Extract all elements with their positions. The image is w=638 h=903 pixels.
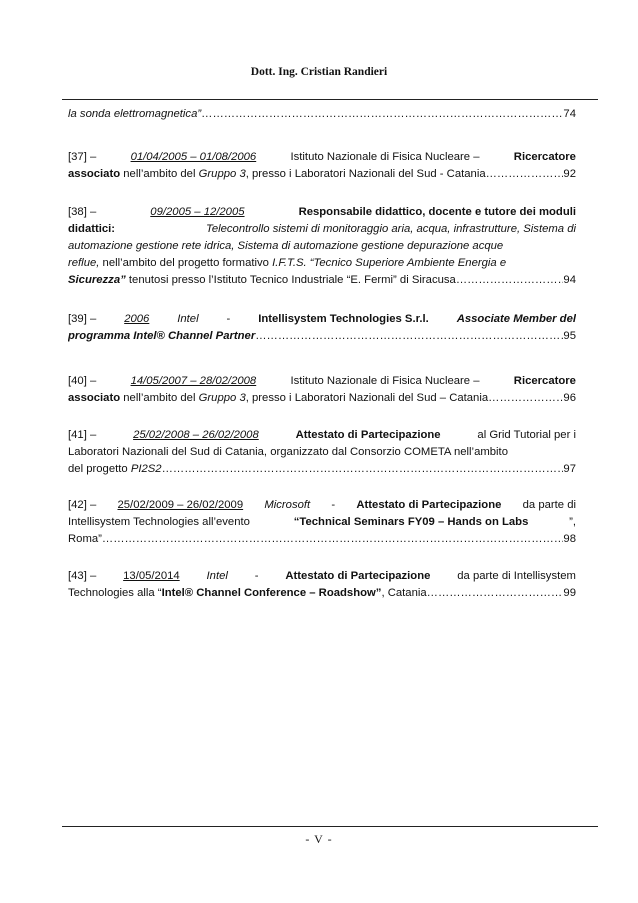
entry-separator: -: [226, 313, 231, 325]
entry-company: Intellisystem Technologies S.r.l.: [258, 313, 429, 325]
entry-role: associato: [68, 392, 121, 404]
entry-text: , presso i Laboratori Nazionali del Sud - Catania: [245, 168, 486, 180]
page-number: - V -: [305, 832, 333, 846]
page-ref: 92: [563, 168, 576, 180]
entry-institution: Istituto Nazionale di Fisica Nucleare –: [290, 151, 480, 163]
entry-dates: 14/05/2007 – 28/02/2008: [130, 375, 257, 387]
entry-text: Laboratori Nazionali del Sud di Catania, organizzato dal Consorzio COMETA nell’ambito: [68, 446, 508, 458]
entry-dates: 01/04/2005 – 01/08/2006: [130, 151, 257, 163]
entry-role: Ricercatore: [513, 151, 576, 163]
entry-description: automazione gestione rete idrica, Sistema di automazione gestione depurazione acque: [68, 240, 504, 252]
entry-separator: -: [331, 499, 336, 511]
entry-line: [68, 204, 576, 221]
entry-43: [68, 568, 576, 602]
entry-number: [42] –: [68, 499, 97, 511]
page-ref: 98: [563, 533, 576, 545]
entry-number: [37] –: [68, 151, 97, 163]
entry-year: 2006: [124, 313, 150, 325]
leader-dots: [488, 390, 563, 407]
entry-project: Sicurezza”: [68, 274, 126, 286]
entry-number: [43] –: [68, 570, 97, 582]
page-ref: 94: [563, 274, 576, 286]
entry-41: [68, 427, 576, 478]
entry-group: Gruppo 3: [198, 168, 246, 180]
entry-line: [68, 373, 576, 390]
entry-line: [68, 427, 576, 444]
entry-text: nell’ambito del: [120, 392, 199, 404]
entry-text: , presso i Laboratori Nazionali del Sud – Catania: [245, 392, 489, 404]
entry-text: nell’ambito del progetto formativo: [99, 257, 273, 269]
header-rule: [62, 99, 598, 100]
page-ref: 99: [563, 587, 576, 599]
entry-separator: -: [254, 570, 259, 582]
entry-description: Telecontrollo sistemi di monitoraggio aria, acqua, infrastrutture, Sistema di: [205, 223, 576, 235]
entry-line: [68, 497, 576, 514]
entry-title: Attestato di Partecipazione: [295, 429, 441, 441]
entry-number: [39] –: [68, 313, 97, 325]
entry-number: [41] –: [68, 429, 97, 441]
entry-company: Intel: [206, 570, 228, 582]
entry-description: reflue,: [68, 257, 100, 269]
entry-38: [68, 204, 576, 289]
leader-dots: [201, 106, 563, 123]
entry-line: [68, 255, 576, 272]
entry-text: da parte di: [522, 499, 576, 511]
footer-rule: [62, 826, 598, 827]
page-header: Dott. Ing. Cristian Randieri: [250, 66, 388, 78]
entry-role: Responsabile didattico, docente e tutore dei moduli: [298, 206, 576, 218]
entry-dates: 25/02/2009 – 26/02/2009: [117, 499, 244, 511]
page-ref: 74: [563, 108, 576, 120]
leader-dots: [162, 461, 564, 478]
entry-role: Ricercatore: [513, 375, 576, 387]
entry-line: [68, 311, 576, 328]
entry-institution: Istituto Nazionale di Fisica Nucleare –: [290, 375, 480, 387]
entry-line: [68, 221, 576, 238]
entry-role: didattici:: [68, 223, 116, 235]
entry-line: [68, 390, 576, 407]
entry-text: nell’ambito del: [120, 168, 199, 180]
entry-37: [68, 149, 576, 183]
leader-dots: [255, 328, 563, 345]
entry-42: [68, 497, 576, 548]
entry-event: Intel® Channel Conference – Roadshow”: [161, 587, 382, 599]
page-ref: 97: [563, 463, 576, 475]
entry-title: Attestato di Partecipazione: [356, 499, 502, 511]
entry-event: “Technical Seminars FY09 – Hands on Labs: [293, 516, 529, 528]
page-ref: 96: [563, 392, 576, 404]
entry-dates: 09/2005 – 12/2005: [150, 206, 245, 218]
leader-dots: [486, 166, 564, 183]
entry-text: tenutosi presso l’Istituto Tecnico Industriale “E. Fermi” di Siracusa: [125, 274, 456, 286]
entry-text: Roma”: [68, 533, 102, 545]
entry-line: [68, 585, 576, 602]
entry-line: [68, 106, 576, 123]
entry-text: Intellisystem Technologies all’evento: [68, 516, 254, 528]
entry-title: Attestato di Partecipazione: [285, 570, 431, 582]
entry-line: [68, 531, 576, 548]
entry-line: [68, 328, 576, 345]
entry-40: [68, 373, 576, 407]
entry-title: Associate Member del: [456, 313, 576, 325]
entry-number: [38] –: [68, 206, 97, 218]
entry-text: al Grid Tutorial per i: [477, 429, 576, 441]
entry-text: da parte di Intellisystem: [457, 570, 576, 582]
leader-dots: [102, 531, 564, 548]
entry-role: associato: [68, 168, 121, 180]
entry-line: [68, 514, 576, 531]
entry-line: [68, 272, 576, 289]
entry-project: PI2S2: [130, 463, 162, 475]
entry-text: , Catania: [381, 587, 427, 599]
entry-number: [40] –: [68, 375, 97, 387]
entry-line: [68, 461, 576, 478]
entry-group: Gruppo 3: [198, 392, 246, 404]
entry-continuation: [68, 106, 576, 123]
entry-dates: 25/02/2008 – 26/02/2008: [133, 429, 259, 441]
entry-dates: 13/05/2014: [123, 570, 180, 582]
page-ref: 95: [563, 330, 576, 342]
leader-dots: [456, 272, 564, 289]
entry-title: programma Intel® Channel Partner: [68, 330, 256, 342]
entry-line: [68, 568, 576, 585]
entry-line: [68, 166, 576, 183]
leader-dots: [427, 585, 564, 602]
entry-text: la sonda elettromagnetica”: [68, 108, 202, 120]
entry-text: del progetto: [68, 463, 131, 475]
entry-text: Technologies alla “: [68, 587, 162, 599]
entry-company: Microsoft: [264, 499, 311, 511]
entry-project: I.F.T.S. “Tecnico Superiore Ambiente Energia e: [272, 257, 507, 269]
entry-line: [68, 149, 576, 166]
entry-text: ”,: [569, 516, 576, 528]
entry-39: [68, 311, 576, 345]
entry-company: Intel: [177, 313, 199, 325]
